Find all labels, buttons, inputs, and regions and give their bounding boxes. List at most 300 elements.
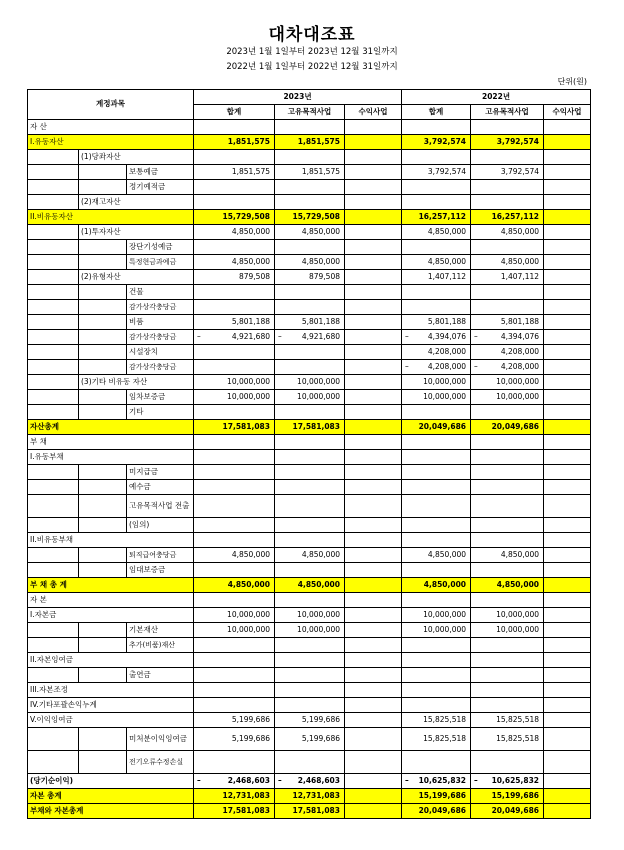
value-cell: [471, 345, 544, 360]
value-cell: [345, 465, 402, 480]
value-cell: [471, 578, 544, 593]
value-text: 1,407,112: [427, 271, 467, 281]
table-row: [28, 548, 591, 563]
value-cell: [402, 345, 471, 360]
account-label: 정기예적금: [127, 180, 194, 195]
account-label: 임차보증금: [127, 390, 194, 405]
value-cell: [194, 375, 275, 390]
value-cell: [544, 330, 591, 345]
value-cell: [544, 495, 591, 518]
minus-sign: –: [474, 775, 478, 785]
value-cell: [471, 180, 544, 195]
indent-cell: [79, 300, 127, 315]
value-text: 15,199,686: [418, 790, 467, 800]
value-cell: [544, 300, 591, 315]
table-row: [28, 345, 591, 360]
value-cell: [402, 698, 471, 713]
value-cell: [544, 135, 591, 150]
table-row: [28, 789, 591, 804]
value-cell: [402, 804, 471, 819]
indent-cell: [28, 195, 79, 210]
value-cell: [275, 225, 345, 240]
account-label: 미지급금: [127, 465, 194, 480]
value-cell: [544, 240, 591, 255]
account-label: 비품: [127, 315, 194, 330]
indent-cell: [79, 518, 127, 533]
value-text: 4,850,000: [227, 579, 270, 589]
value-cell: [471, 405, 544, 420]
value-text: 5,199,686: [301, 733, 340, 743]
account-label: 장단기성예금: [127, 240, 194, 255]
value-cell: [275, 480, 345, 495]
value-cell: [471, 593, 544, 608]
value-cell: [471, 210, 544, 225]
value-cell: [194, 300, 275, 315]
value-cell: [544, 270, 591, 285]
value-cell: [471, 150, 544, 165]
indent-cell: [28, 255, 79, 270]
account-label: IV.기타포괄손익누계: [28, 698, 194, 713]
table-row: [28, 653, 591, 668]
value-cell: [471, 435, 544, 450]
account-label: II.비유동자산: [28, 210, 194, 225]
value-cell: [345, 135, 402, 150]
value-cell: [194, 195, 275, 210]
value-cell: [345, 420, 402, 435]
value-cell: [275, 698, 345, 713]
value-cell: [402, 578, 471, 593]
header-account: 계정과목: [28, 90, 194, 120]
account-label: V.이익잉여금: [28, 713, 194, 728]
indent-cell: [28, 285, 79, 300]
value-text: 3,792,574: [427, 166, 467, 176]
value-cell: [275, 210, 345, 225]
value-cell: [194, 713, 275, 728]
table-row: [28, 608, 591, 623]
value-cell: [471, 225, 544, 240]
value-text: 4,850,000: [423, 579, 467, 589]
value-text: 4,850,000: [427, 549, 467, 559]
value-cell: [544, 728, 591, 751]
value-text: 4,850,000: [427, 256, 467, 266]
account-label: 보통예금: [127, 165, 194, 180]
value-cell: [194, 360, 275, 375]
value-cell: [544, 548, 591, 563]
value-cell: [402, 390, 471, 405]
value-text: 879,508: [238, 271, 270, 281]
header-total-prior: 합계: [402, 105, 471, 120]
value-text: 10,000,000: [496, 624, 540, 634]
value-cell: [194, 180, 275, 195]
minus-sign: –: [197, 775, 201, 785]
value-text: 10,000,000: [496, 391, 540, 401]
value-cell: [194, 593, 275, 608]
value-text: 10,000,000: [423, 376, 467, 386]
value-cell: [345, 195, 402, 210]
value-text: 1,851,575: [297, 136, 340, 146]
value-cell: [402, 683, 471, 698]
header-total-current: 합계: [194, 105, 275, 120]
table-row: [28, 150, 591, 165]
value-cell: [345, 804, 402, 819]
value-text: 10,000,000: [227, 609, 270, 619]
value-cell: [402, 789, 471, 804]
value-cell: [194, 518, 275, 533]
value-cell: [402, 315, 471, 330]
value-text: 15,729,508: [292, 211, 340, 221]
value-cell: [402, 728, 471, 751]
value-cell: [471, 165, 544, 180]
value-cell: [194, 480, 275, 495]
value-cell: [471, 638, 544, 653]
value-cell: [194, 789, 275, 804]
indent-cell: [79, 728, 127, 751]
value-cell: [345, 548, 402, 563]
value-cell: [402, 653, 471, 668]
value-cell: [194, 390, 275, 405]
account-label: 자 산: [28, 120, 194, 135]
minus-sign: –: [278, 775, 282, 785]
value-cell: [275, 270, 345, 285]
header-proper-prior: 고유목적사업: [471, 105, 544, 120]
table-row: [28, 435, 591, 450]
value-cell: [544, 593, 591, 608]
value-cell: [471, 240, 544, 255]
value-cell: [471, 698, 544, 713]
indent-cell: [28, 638, 79, 653]
account-label: (당기순이익): [28, 774, 194, 789]
value-text: 20,049,686: [491, 805, 540, 815]
value-cell: [402, 270, 471, 285]
value-cell: [345, 360, 402, 375]
value-text: 10,000,000: [423, 624, 467, 634]
value-cell: [275, 668, 345, 683]
period-current: 2023년 1월 1일부터 2023년 12월 31일까지: [226, 47, 398, 57]
value-cell: [345, 315, 402, 330]
account-label: 전기오류수정손실: [127, 751, 194, 774]
value-cell: [471, 623, 544, 638]
account-label: (1)투자자산: [79, 225, 194, 240]
table-row: [28, 713, 591, 728]
value-cell: [471, 390, 544, 405]
value-cell: [471, 300, 544, 315]
value-cell: [402, 548, 471, 563]
value-cell: [345, 563, 402, 578]
value-cell: [402, 405, 471, 420]
value-text: 4,208,000: [500, 346, 540, 356]
value-cell: [275, 548, 345, 563]
indent-cell: [28, 518, 79, 533]
table-row: [28, 518, 591, 533]
indent-cell: [28, 390, 79, 405]
value-cell: [194, 668, 275, 683]
indent-cell: [28, 345, 79, 360]
indent-cell: [79, 548, 127, 563]
value-cell: [544, 420, 591, 435]
value-cell: [402, 300, 471, 315]
account-label: 출연금: [127, 668, 194, 683]
indent-cell: [28, 563, 79, 578]
value-text: 1,851,575: [301, 166, 340, 176]
value-cell: [402, 165, 471, 180]
value-text: 4,850,000: [297, 579, 340, 589]
value-text: 10,000,000: [297, 609, 340, 619]
value-cell: [471, 255, 544, 270]
value-cell: [544, 405, 591, 420]
account-label: III.자본조정: [28, 683, 194, 698]
value-cell: [544, 578, 591, 593]
value-cell: [402, 120, 471, 135]
value-cell: [471, 480, 544, 495]
value-cell: [194, 608, 275, 623]
value-text: 4,850,000: [231, 226, 270, 236]
indent-cell: [79, 465, 127, 480]
value-cell: [544, 563, 591, 578]
value-cell: [194, 435, 275, 450]
account-label: 부채와 자본총계: [28, 804, 194, 819]
value-cell: [194, 465, 275, 480]
value-cell: [275, 450, 345, 465]
value-cell: [402, 774, 471, 789]
value-cell: [345, 593, 402, 608]
table-row: [28, 405, 591, 420]
table-row: [28, 270, 591, 285]
value-text: 17,581,083: [222, 421, 270, 431]
indent-cell: [28, 315, 79, 330]
value-cell: [471, 653, 544, 668]
value-cell: [402, 180, 471, 195]
value-cell: [194, 548, 275, 563]
value-cell: [275, 375, 345, 390]
value-text: 10,625,832: [491, 775, 540, 785]
value-cell: [194, 240, 275, 255]
minus-sign: –: [474, 331, 478, 341]
indent-cell: [28, 465, 79, 480]
table-row: [28, 668, 591, 683]
value-cell: [275, 653, 345, 668]
value-cell: [194, 563, 275, 578]
value-text: 1,851,575: [231, 166, 270, 176]
table-row: [28, 360, 591, 375]
value-cell: [275, 751, 345, 774]
table-row: [28, 300, 591, 315]
value-text: 10,000,000: [423, 391, 467, 401]
value-cell: [402, 638, 471, 653]
value-cell: [194, 774, 275, 789]
value-cell: [194, 683, 275, 698]
value-text: 5,801,188: [301, 316, 340, 326]
minus-sign: –: [405, 331, 409, 341]
value-text: 10,000,000: [297, 376, 340, 386]
value-cell: [275, 300, 345, 315]
value-text: 3,792,574: [500, 166, 540, 176]
value-cell: [544, 804, 591, 819]
minus-sign: –: [278, 331, 282, 341]
value-cell: [402, 713, 471, 728]
account-label: 시설장치: [127, 345, 194, 360]
account-label: 자 본: [28, 593, 194, 608]
account-label: 퇴직급여충당금: [127, 548, 194, 563]
value-text: 15,825,518: [496, 714, 540, 724]
value-cell: [471, 495, 544, 518]
value-cell: [275, 593, 345, 608]
value-text: 10,000,000: [297, 624, 340, 634]
value-cell: [544, 638, 591, 653]
value-cell: [345, 165, 402, 180]
value-text: 1,851,575: [227, 136, 270, 146]
value-cell: [544, 774, 591, 789]
value-text: 5,801,188: [500, 316, 540, 326]
value-cell: [275, 195, 345, 210]
indent-cell: [28, 548, 79, 563]
value-cell: [345, 240, 402, 255]
indent-cell: [79, 623, 127, 638]
value-cell: [544, 623, 591, 638]
value-cell: [402, 495, 471, 518]
minus-sign: –: [197, 331, 201, 341]
value-cell: [345, 390, 402, 405]
value-cell: [194, 495, 275, 518]
value-text: 5,199,686: [231, 733, 270, 743]
value-cell: [194, 150, 275, 165]
value-text: 4,850,000: [500, 549, 540, 559]
value-cell: [194, 315, 275, 330]
indent-cell: [28, 225, 79, 240]
table-row: [28, 195, 591, 210]
value-text: 20,049,686: [491, 421, 540, 431]
value-cell: [275, 608, 345, 623]
value-cell: [402, 608, 471, 623]
value-cell: [544, 518, 591, 533]
value-text: 17,581,083: [222, 805, 270, 815]
value-cell: [345, 698, 402, 713]
minus-sign: –: [474, 361, 478, 371]
value-cell: [544, 608, 591, 623]
value-cell: [544, 345, 591, 360]
value-cell: [402, 465, 471, 480]
value-text: 3,792,574: [496, 136, 540, 146]
value-cell: [544, 180, 591, 195]
value-cell: [345, 728, 402, 751]
value-cell: [275, 285, 345, 300]
value-cell: [345, 405, 402, 420]
value-text: 10,000,000: [496, 609, 540, 619]
value-cell: [471, 315, 544, 330]
value-cell: [471, 285, 544, 300]
indent-cell: [79, 315, 127, 330]
indent-cell: [79, 751, 127, 774]
value-cell: [345, 285, 402, 300]
account-label: 특정현금과예금: [127, 255, 194, 270]
value-cell: [275, 578, 345, 593]
table-row: [28, 751, 591, 774]
value-cell: [402, 360, 471, 375]
value-cell: [194, 751, 275, 774]
value-text: 10,000,000: [227, 376, 270, 386]
value-cell: [275, 638, 345, 653]
value-text: 16,257,112: [418, 211, 467, 221]
value-cell: [544, 165, 591, 180]
account-label: 감가상각충당금: [127, 360, 194, 375]
indent-cell: [79, 405, 127, 420]
value-text: 16,257,112: [491, 211, 540, 221]
indent-cell: [79, 563, 127, 578]
value-cell: [194, 270, 275, 285]
value-cell: [544, 315, 591, 330]
value-cell: [275, 420, 345, 435]
indent-cell: [79, 345, 127, 360]
table-row: [28, 465, 591, 480]
value-cell: [471, 518, 544, 533]
value-cell: [345, 668, 402, 683]
value-cell: [402, 225, 471, 240]
indent-cell: [28, 495, 79, 518]
value-cell: [471, 789, 544, 804]
value-cell: [194, 698, 275, 713]
value-text: 15,825,518: [496, 733, 540, 743]
value-cell: [544, 480, 591, 495]
table-row: [28, 804, 591, 819]
header-year-prior: 2022년: [402, 90, 591, 105]
header-year-current: 2023년: [194, 90, 402, 105]
value-cell: [544, 653, 591, 668]
value-text: 15,199,686: [491, 790, 540, 800]
value-cell: [544, 751, 591, 774]
value-cell: [471, 713, 544, 728]
table-row: [28, 420, 591, 435]
value-cell: [275, 774, 345, 789]
value-cell: [402, 285, 471, 300]
indent-cell: [28, 360, 79, 375]
value-cell: [544, 195, 591, 210]
value-cell: [345, 623, 402, 638]
account-label: 부 채 총 계: [28, 578, 194, 593]
value-cell: [345, 533, 402, 548]
table-row: [28, 165, 591, 180]
value-cell: [194, 804, 275, 819]
value-cell: [194, 623, 275, 638]
value-text: 4,850,000: [500, 226, 540, 236]
table-row: [28, 390, 591, 405]
table-row: [28, 330, 591, 345]
value-cell: [402, 480, 471, 495]
value-text: 20,049,686: [418, 421, 467, 431]
account-label: 부 채: [28, 435, 194, 450]
value-text: 4,921,680: [231, 331, 270, 341]
value-text: 15,825,518: [423, 714, 467, 724]
value-text: 4,208,000: [427, 346, 467, 356]
value-cell: [544, 150, 591, 165]
account-label: (2)유형자산: [79, 270, 194, 285]
indent-cell: [79, 495, 127, 518]
value-cell: [402, 240, 471, 255]
value-cell: [402, 563, 471, 578]
account-label: 기타: [127, 405, 194, 420]
value-cell: [275, 683, 345, 698]
value-cell: [402, 435, 471, 450]
value-cell: [275, 789, 345, 804]
value-text: 4,850,000: [496, 579, 540, 589]
value-cell: [194, 638, 275, 653]
value-cell: [275, 804, 345, 819]
value-text: 4,850,000: [301, 226, 340, 236]
value-cell: [544, 533, 591, 548]
table-row: [28, 593, 591, 608]
value-cell: [345, 495, 402, 518]
account-label: (1)당좌자산: [79, 150, 194, 165]
table-body: [28, 120, 591, 819]
value-cell: [544, 285, 591, 300]
